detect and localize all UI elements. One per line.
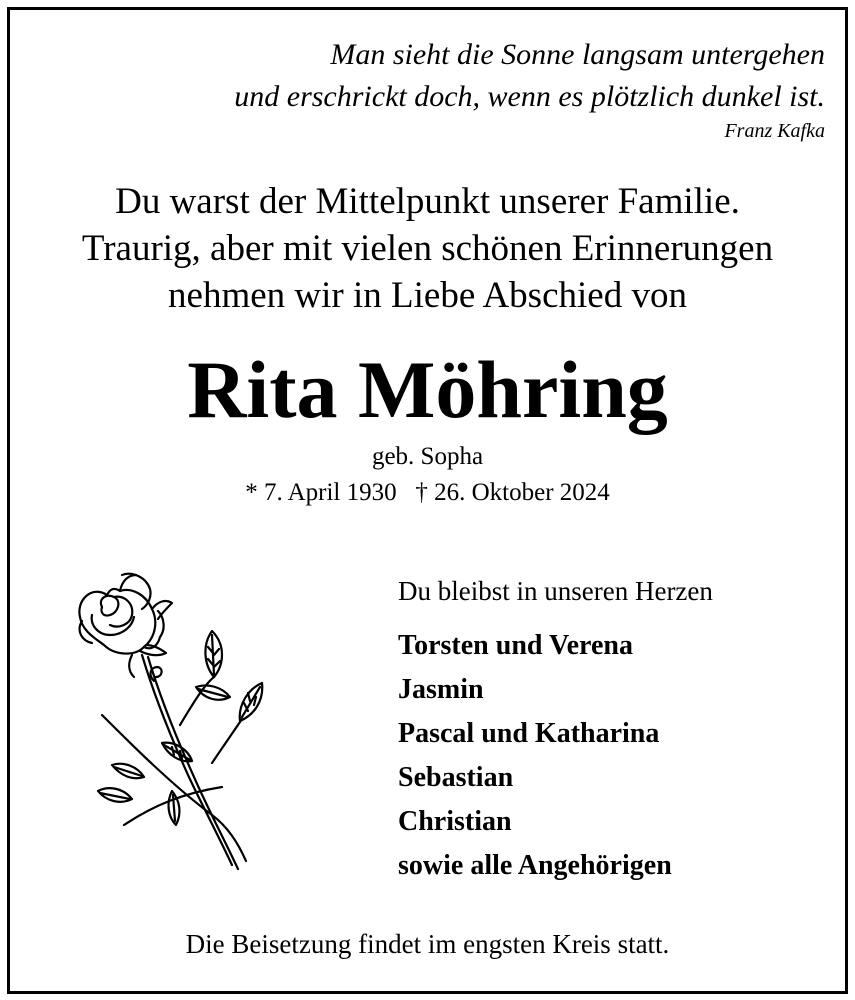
mourner-name: Pascal und Katharina [398, 718, 660, 749]
mourner-name: Sebastian [398, 762, 514, 793]
quote-block [234, 34, 825, 146]
life-dates: * 7. April 1930 † 26. Oktober 2024 [245, 479, 610, 506]
deceased-name: Rita Möhring [187, 344, 668, 435]
intro-line-3: nehmen wir in Liebe Abschied von [168, 275, 687, 316]
mourner-name: sowie alle Angehörigen [398, 850, 672, 881]
burial-note: Die Beisetzung findet im engsten Kreis statt. [185, 929, 670, 959]
mourners-list [398, 624, 672, 888]
rose-icon [62, 565, 292, 885]
intro-line-2: Traurig, aber mit vielen schönen Erinnerungen [81, 228, 774, 269]
mourner-name: Jasmin [398, 674, 484, 705]
intro-line-1: Du warst der Mittelpunkt unserer Familie. [115, 181, 740, 222]
quote-author: Franz Kafka [724, 120, 825, 142]
intro-text [0, 178, 855, 319]
mourner-name: Torsten und Verena [398, 630, 633, 661]
birth-name: geb. Sopha [371, 443, 484, 470]
quote-line-2: und erschrickt doch, wenn es plötzlich dunkel ist. [234, 80, 825, 113]
quote-line-1: Man sieht die Sonne langsam untergehen [330, 38, 825, 71]
heart-line: Du bleibst in unseren Herzen [398, 576, 713, 606]
mourner-name: Christian [398, 806, 512, 837]
